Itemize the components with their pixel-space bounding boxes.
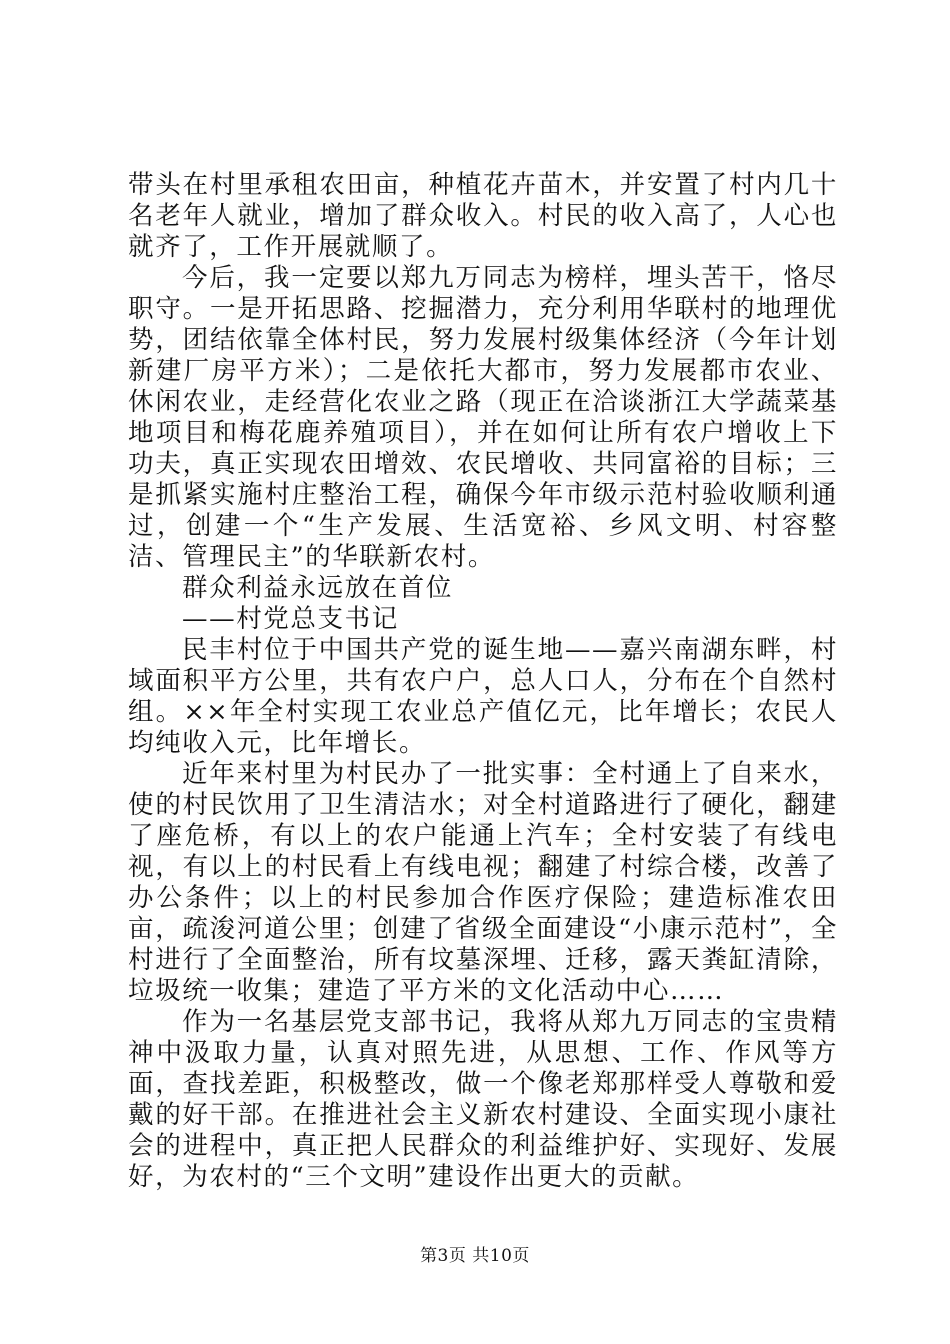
- page-number-footer: 第3页 共10页: [420, 1246, 530, 1266]
- section-subtitle: ——村党总支书记: [182, 604, 399, 634]
- paragraph-village-intro: 民丰村位于中国共产党的诞生地——嘉兴南湖东畔，村域面积平方公里，共有农户户，总人口人，分布在个自然村组。××年全村实现工农业总产值亿元，比年增长；农民人均纯收入元，比年增长。: [128, 635, 838, 758]
- paragraph-continuation: 带头在村里承租农田亩，种植花卉苗木，并安置了村内几十名老年人就业，增加了群众收入。村民的收入高了，人心也就齐了，工作开展就顺了。: [128, 170, 838, 262]
- paragraph-commitment: 今后，我一定要以郑九万同志为榜样，埋头苦干，恪尽职守。一是开拓思路、挖掘潜力，充分利用华联村的地理优势，团结依靠全体村民，努力发展村级集体经济（今年计划新建厂房平方米）；二是依托大都市，努力发展都市农业、休闲农业，走经营化农业之路（现正在洽谈浙江大学蔬菜基地项目和梅花鹿养殖项目），并在如何让所有农户增收上下功夫，真正实现农田增效、农民增收、共同富裕的目标；三是抓紧实施村庄整治工程，确保今年市级示范村验收顺利通过，创建一个“生产发展、生活宽裕、乡风文明、村容整洁、管理民主”的华联新农村。: [128, 263, 838, 572]
- paragraph-pledge: 作为一名基层党支部书记，我将从郑九万同志的宝贵精神中汲取力量，认真对照先进，从思想、工作、作风等方面，查找差距，积极整改，做一个像老郑那样受人尊敬和爱戴的好干部。在推进社会主义新农村建设、全面实现小康社会的进程中，真正把人民群众的利益维护好、实现好、发展好，为农村的“三个文明”建设作出更大的贡献。: [128, 1007, 838, 1192]
- paragraph-achievements: 近年来村里为村民办了一批实事：全村通上了自来水，使的村民饮用了卫生清洁水；对全村道路进行了硬化，翻建了座危桥，有以上的农户能通上汽车；全村安装了有线电视，有以上的村民看上有线电视；翻建了村综合楼，改善了办公条件；以上的村民参加合作医疗保险；建造标准农田亩，疏浚河道公里；创建了省级全面建设“小康示范村”，全村进行了全面整治，所有坟墓深埋、迁移，露天粪缸清除，垃圾统一收集；建造了平方米的文化活动中心……: [128, 759, 838, 1006]
- section-title: 群众利益永远放在首位: [182, 573, 454, 603]
- document-body: [128, 170, 838, 1193]
